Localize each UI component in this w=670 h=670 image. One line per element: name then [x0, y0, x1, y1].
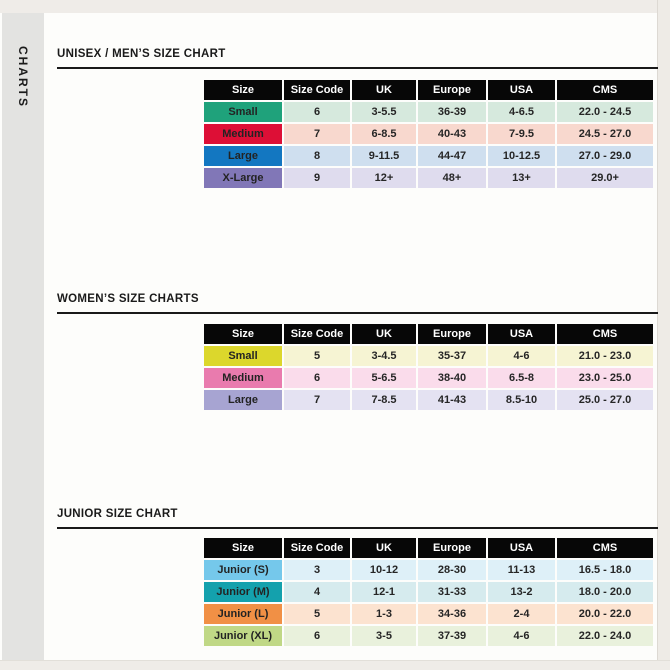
value-cell: 48+: [418, 168, 486, 188]
header-cell-size: Size: [204, 538, 282, 558]
size-label-cell: X-Large: [204, 168, 282, 188]
section-title-unisex-mens: UNISEX / MEN’S SIZE CHART: [57, 48, 226, 60]
value-cell: 3: [284, 560, 350, 580]
value-cell: 36-39: [418, 102, 486, 122]
value-cell: 1-3: [352, 604, 416, 624]
value-cell: 37-39: [418, 626, 486, 646]
value-cell: 20.0 - 22.0: [557, 604, 653, 624]
header-cell-cms: CMS: [557, 538, 653, 558]
page-right-edge: [657, 0, 670, 670]
womens-size-table: [204, 324, 653, 410]
unisex-mens-size-table: [204, 80, 653, 188]
value-cell: 4: [284, 582, 350, 602]
charts-side-tab: [2, 13, 44, 661]
value-cell: 38-40: [418, 368, 486, 388]
value-cell: 2-4: [488, 604, 555, 624]
section-title-womens: WOMEN’S SIZE CHARTS: [57, 293, 199, 305]
value-cell: 13-2: [488, 582, 555, 602]
value-cell: 11-13: [488, 560, 555, 580]
value-cell: 6: [284, 102, 350, 122]
header-cell-size: Size: [204, 80, 282, 100]
section-unisex-mens: [57, 48, 658, 69]
value-cell: 31-33: [418, 582, 486, 602]
value-cell: 9: [284, 168, 350, 188]
header-cell-uk: UK: [352, 538, 416, 558]
header-cell-uk: UK: [352, 324, 416, 344]
value-cell: 34-36: [418, 604, 486, 624]
value-cell: 5: [284, 346, 350, 366]
section-title-junior: JUNIOR SIZE CHART: [57, 508, 178, 520]
value-cell: 21.0 - 23.0: [557, 346, 653, 366]
header-cell-europe: Europe: [418, 324, 486, 344]
value-cell: 44-47: [418, 146, 486, 166]
header-cell-usa: USA: [488, 324, 555, 344]
value-cell: 29.0+: [557, 168, 653, 188]
size-label-cell: Junior (L): [204, 604, 282, 624]
header-cell-uk: UK: [352, 80, 416, 100]
value-cell: 6: [284, 368, 350, 388]
value-cell: 18.0 - 20.0: [557, 582, 653, 602]
size-label-cell: Medium: [204, 124, 282, 144]
value-cell: 3-5.5: [352, 102, 416, 122]
charts-tab-label: CHARTS: [16, 46, 30, 108]
value-cell: 12+: [352, 168, 416, 188]
header-cell-usa: USA: [488, 538, 555, 558]
value-cell: 25.0 - 27.0: [557, 390, 653, 410]
value-cell: 7-9.5: [488, 124, 555, 144]
header-cell-size-code: Size Code: [284, 80, 350, 100]
header-cell-europe: Europe: [418, 538, 486, 558]
size-label-cell: Large: [204, 390, 282, 410]
value-cell: 6: [284, 626, 350, 646]
value-cell: 24.5 - 27.0: [557, 124, 653, 144]
value-cell: 7-8.5: [352, 390, 416, 410]
value-cell: 8.5-10: [488, 390, 555, 410]
value-cell: 10-12: [352, 560, 416, 580]
page-bottom-edge: [0, 660, 670, 670]
value-cell: 27.0 - 29.0: [557, 146, 653, 166]
value-cell: 22.0 - 24.5: [557, 102, 653, 122]
section-womens: [57, 293, 658, 314]
size-label-cell: Small: [204, 102, 282, 122]
value-cell: 4-6: [488, 626, 555, 646]
header-cell-europe: Europe: [418, 80, 486, 100]
size-label-cell: Small: [204, 346, 282, 366]
value-cell: 41-43: [418, 390, 486, 410]
value-cell: 13+: [488, 168, 555, 188]
value-cell: 40-43: [418, 124, 486, 144]
size-label-cell: Junior (XL): [204, 626, 282, 646]
value-cell: 4-6.5: [488, 102, 555, 122]
value-cell: 16.5 - 18.0: [557, 560, 653, 580]
value-cell: 5: [284, 604, 350, 624]
section-junior: [57, 508, 658, 529]
value-cell: 22.0 - 24.0: [557, 626, 653, 646]
value-cell: 4-6: [488, 346, 555, 366]
value-cell: 10-12.5: [488, 146, 555, 166]
header-cell-usa: USA: [488, 80, 555, 100]
header-cell-size-code: Size Code: [284, 324, 350, 344]
value-cell: 7: [284, 390, 350, 410]
value-cell: 7: [284, 124, 350, 144]
size-label-cell: Large: [204, 146, 282, 166]
junior-size-table: [204, 538, 653, 646]
value-cell: 5-6.5: [352, 368, 416, 388]
size-label-cell: Medium: [204, 368, 282, 388]
header-cell-size-code: Size Code: [284, 538, 350, 558]
value-cell: 3-4.5: [352, 346, 416, 366]
value-cell: 3-5: [352, 626, 416, 646]
size-label-cell: Junior (S): [204, 560, 282, 580]
value-cell: 9-11.5: [352, 146, 416, 166]
value-cell: 35-37: [418, 346, 486, 366]
value-cell: 12-1: [352, 582, 416, 602]
value-cell: 6.5-8: [488, 368, 555, 388]
header-cell-cms: CMS: [557, 80, 653, 100]
header-cell-cms: CMS: [557, 324, 653, 344]
value-cell: 8: [284, 146, 350, 166]
size-label-cell: Junior (M): [204, 582, 282, 602]
value-cell: 28-30: [418, 560, 486, 580]
header-cell-size: Size: [204, 324, 282, 344]
value-cell: 6-8.5: [352, 124, 416, 144]
value-cell: 23.0 - 25.0: [557, 368, 653, 388]
